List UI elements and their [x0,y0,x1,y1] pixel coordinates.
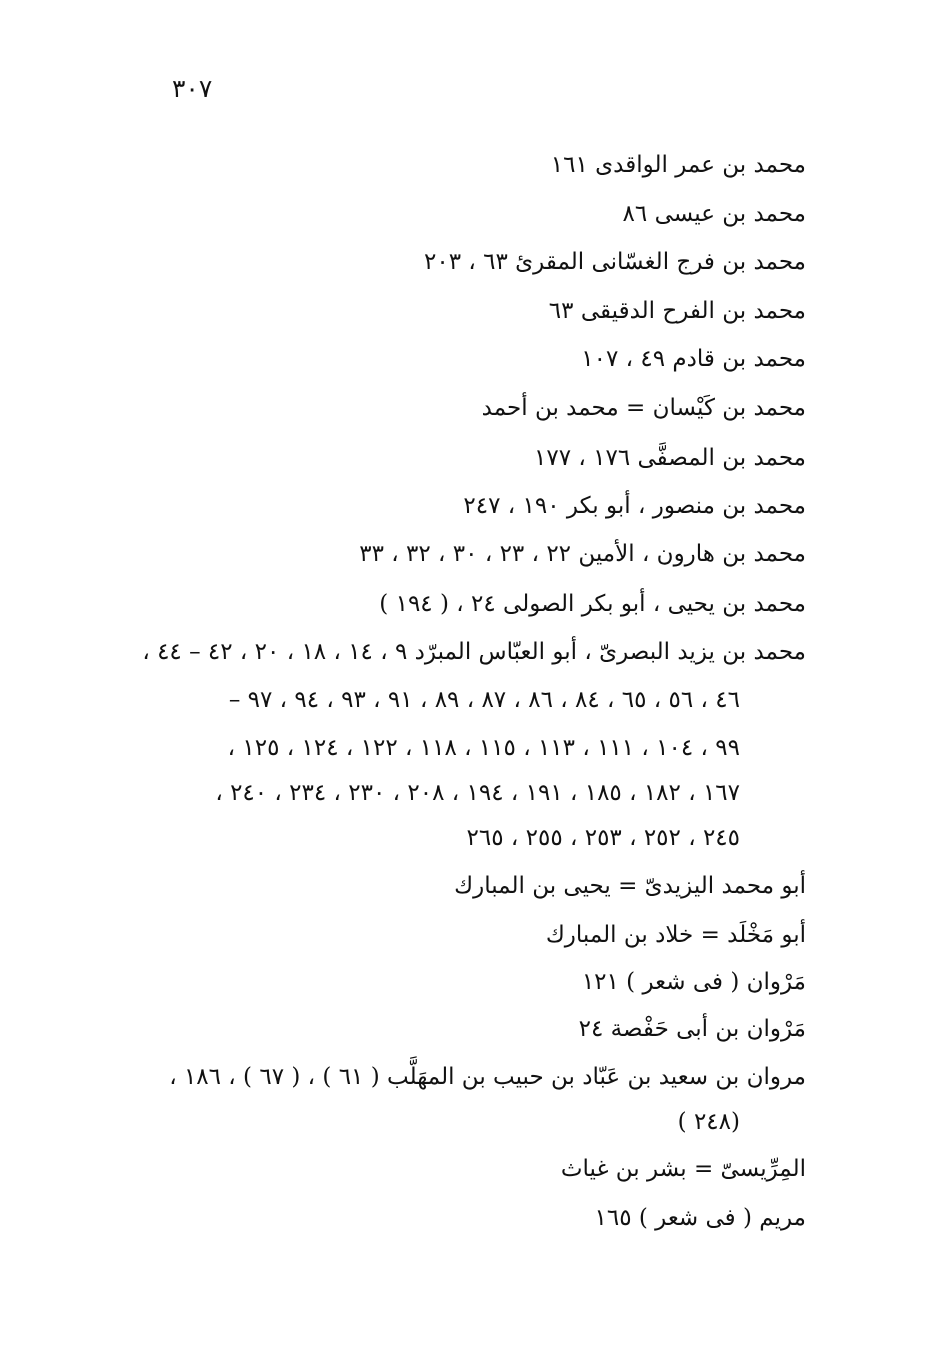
index-entry: محمد بن يحيى ، أبو بكر الصولى ٢٤ ، ( ١٩٤ ) [379,591,806,617]
index-entry-continuation: ٤٦ ، ٥٦ ، ٦٥ ، ٨٤ ، ٨٦ ، ٨٧ ، ٨٩ ، ٩١ ، ٩٣ ، ٩٤ ، ٩٧ – [228,687,740,713]
index-entry: محمد بن قادم ٤٩ ، ١٠٧ [581,346,806,372]
page-number: ٣٠٧ [172,74,213,103]
index-entry: المِرِّيسىّ = بشر بن غياث [560,1156,806,1182]
index-entry: مَرْوان ( فى شعر ) ١٢١ [581,969,806,995]
index-entry-continuation: ٩٩ ، ١٠٤ ، ١١١ ، ١١٣ ، ١١٥ ، ١١٨ ، ١٢٢ ، ١٢٤ ، ١٢٥ ، [227,735,740,761]
index-entry: محمد بن منصور ، أبو بكر ١٩٠ ، ٢٤٧ [463,493,806,519]
index-entry: محمد بن عمر الواقدى ١٦١ [550,152,806,178]
index-entry: محمد بن المصفَّى ١٧٦ ، ١٧٧ [534,445,806,471]
index-entry: مَرْوان بن أبى حَفْصة ٢٤ [578,1016,806,1042]
index-entry-continuation: (٢٤٨ ) [677,1109,740,1135]
index-entry: محمد بن يزيد البصرىّ ، أبو العبّاس المبرّد ٩ ، ١٤ ، ١٨ ، ٢٠ ، ٤٢ – ٤٤ ، [142,639,806,665]
index-entry: محمد بن كَيْسان = محمد بن أحمد [481,395,806,421]
index-entry: أبو مَخْلَد = خلاد بن المبارك [545,922,806,948]
index-entry: مريم ( فى شعر ) ١٦٥ [594,1205,806,1231]
index-entry: محمد بن الفرح الدقيقى ٦٣ [548,298,806,324]
index-entry: مروان بن سعيد بن عَبّاد بن حبيب بن المهَلَّب ( ٦١ ) ، ( ٦٧ ) ، ١٨٦ ، [169,1064,806,1090]
index-entry: أبو محمد اليزيدىّ = يحيى بن المبارك [454,873,806,899]
index-entry: محمد بن فرج الغسّانى المقرئ ٦٣ ، ٢٠٣ [424,249,806,275]
index-entry: محمد بن هارون ، الأمين ٢٢ ، ٢٣ ، ٣٠ ، ٣٢ ، ٣٣ [359,541,806,567]
index-entry-continuation: ١٦٧ ، ١٨٢ ، ١٨٥ ، ١٩١ ، ١٩٤ ، ٢٠٨ ، ٢٣٠ ، ٢٣٤ ، ٢٤٠ ، [215,780,740,806]
index-entry-continuation: ٢٤٥ ، ٢٥٢ ، ٢٥٣ ، ٢٥٥ ، ٢٦٥ [466,825,740,851]
index-entry: محمد بن عيسى ٨٦ [622,201,806,227]
